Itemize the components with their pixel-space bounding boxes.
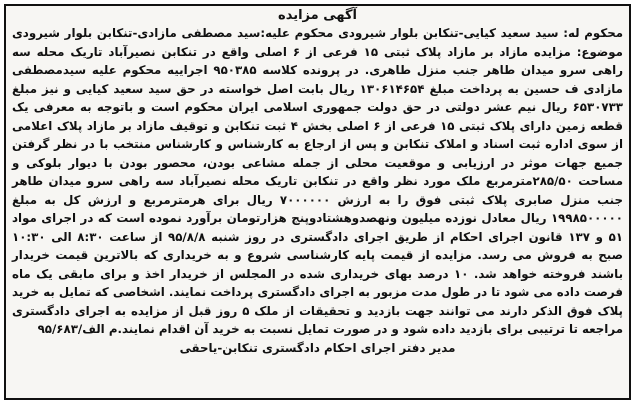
notice-signature: مدیر دفتر اجرای احکام دادگستری تنکابن-یاحقی xyxy=(179,340,456,355)
auction-notice xyxy=(4,4,631,400)
notice-title: آگهی مزایده xyxy=(278,8,357,23)
notice-body: محکوم له: سید سعید کیایی-تنکابن بلوار شیرودی محکوم علیه:سید مصطفی مازادی-تنکابن بلوار شیرودی موضوع: مزایده مازاد بر مازاد پلاک ثبتی ۱۵ فرعی از ۶ اصلی واقع در تنکابن نصیرآباد تاریک محله سه راهی سرو میدان طاهر جنب منزل طاهری. در پرونده کلاسه ۹۵۰۳۸۵ اجراییه محکوم علیه سیدمصطفی مازادی ف حسین به پرداخت مبلغ ۱۳۰۶۱۴۶۵۴ ریال بابت اصل خواسته در حق سید سعید کیایی و نیز مبلغ ۶۵۳۰۷۳۳ ریال نیم عشر دولتی در حق دولت جمهوری اسلامی ایران محکوم است و باتوجه به معرفی یک قطعه زمین دارای پلاک ثبتی ۱۵ فرعی از ۶ اصلی بخش ۴ ثبت تنکابن و توقیف مازاد بر مازاد پلاک اعلامی از سوی اداره ثبت اسناد و املاک تنکابن و پس از ارجاع به کارشناس و کارشناس منتخب با در نظر گرفتن جمیع جهات موثر در ارزیابی و موقعیت محلی از جمله مشاعی بودن، محصور بودن با دیوار بلوکی و مساحت ۲۸۵/۵۰مترمربع ملک مورد نظر واقع در تنکابن تاریک محله نصیرآباد سه راهی سرو میدان طاهر جنب منزل صابری پلاک ثبتی فوق را به ارزش ۷۰۰۰۰۰۰ ریال برای هرمترمربع و ارزش کل به مبلغ ۱۹۹۸۵۰۰۰۰۰ ریال معادل نوزده میلیون ونهصدوهشتادوپنج هزارتومان برآورد نموده است که در اجرای مواد ۵۱ و ۱۳۷ قانون اجرای احکام از طریق اجرای دادگستری در روز شنبه ۹۵/۸/۸ از ساعت ۸:۳۰ الی ۱۰:۳۰ صبح به فروش می رسد. مزایده از قیمت پایه کارشناسی شروع و به خریداری که بالاترین قیمت خریدار باشند فروخته خواهد شد. ۱۰ درصد بهای خریداری شده در المجلس از خریدار اخذ و برای مابقی یک ماه فرصت داده می شود تا در طول مدت مزبور به اجرای دادگستری پرداخت نمایند. اشخاصی که تمایل به خرید پلاک فوق الذکر دارند می توانند جهت بازدید و تحقیقات از ملک ۵ روز قبل از مزایده به اجرای دادگستری مراجعه تا ترتیبی برای بازدید داده شود و در صورت تمایل نسبت به خرید آن اقدام نمایند.م الف/۹۵/۶۸۳ xyxy=(12,26,624,336)
